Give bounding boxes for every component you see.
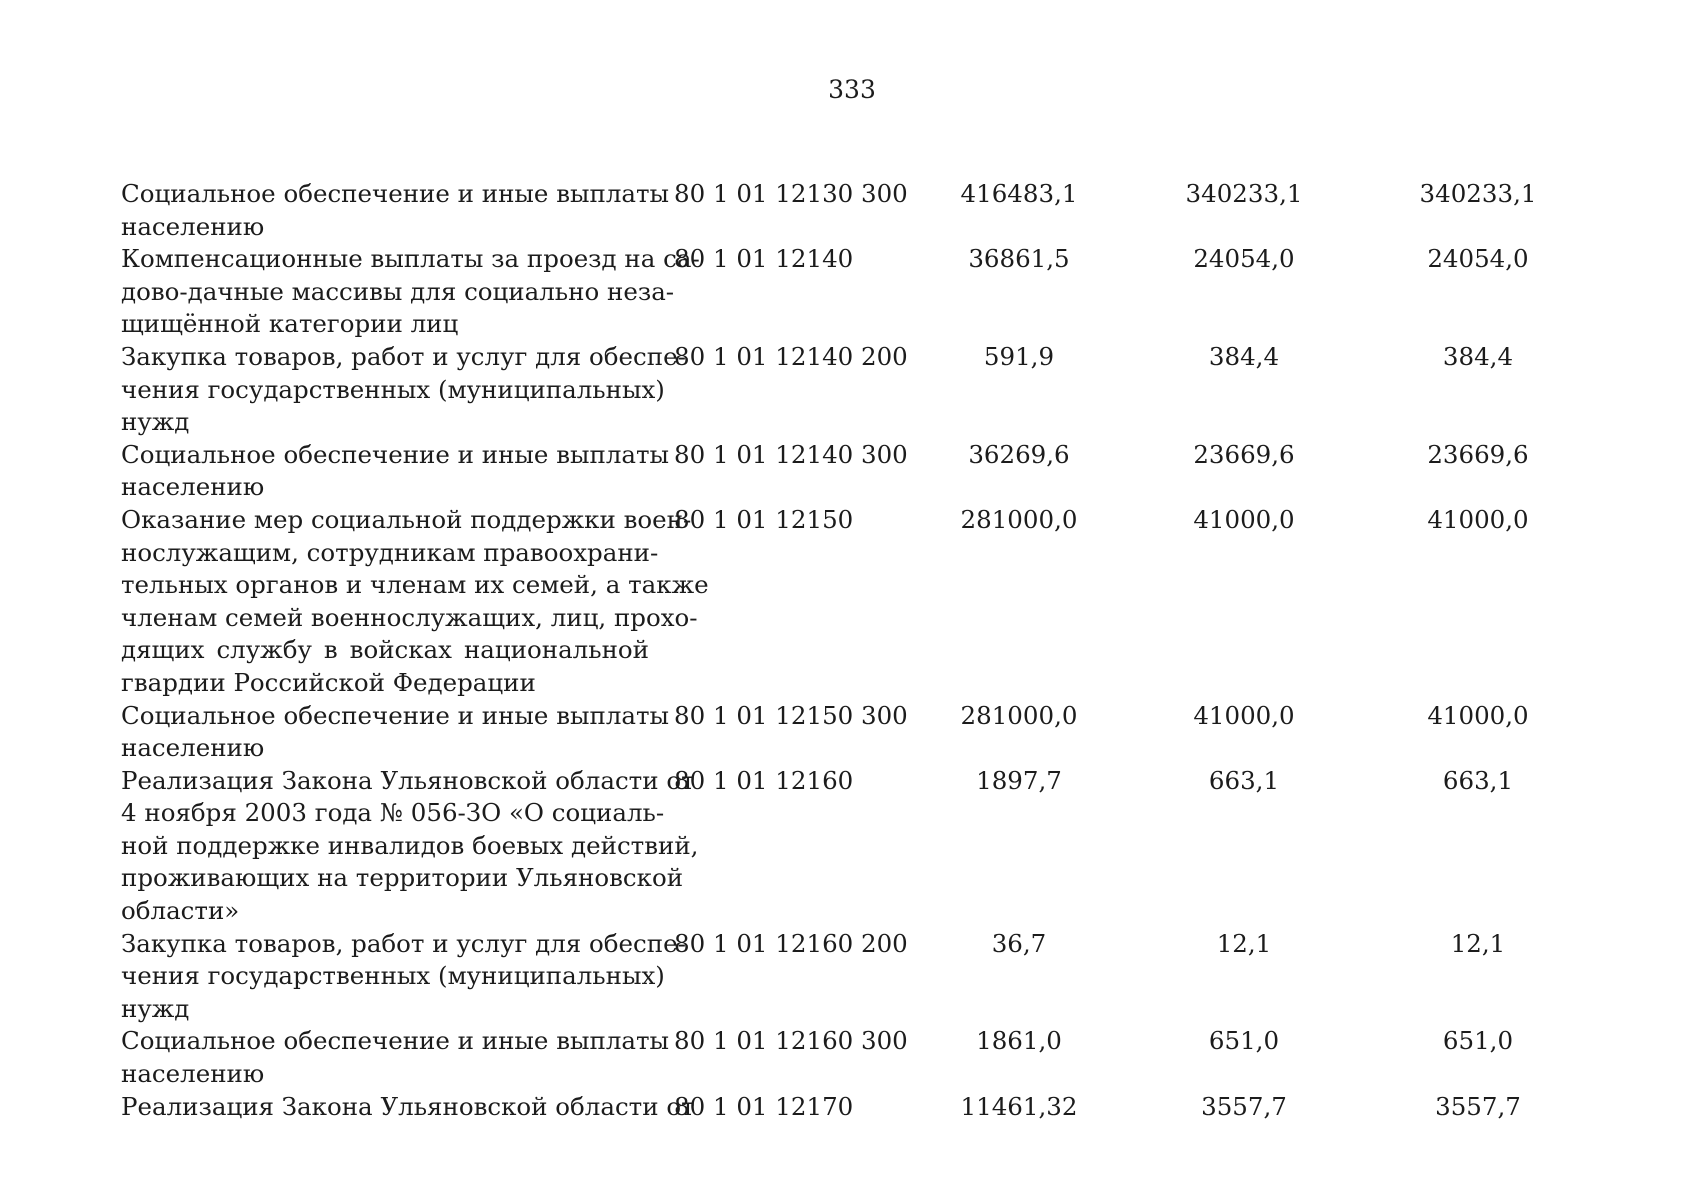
description-line: щищённой категории лиц [121, 309, 459, 339]
description-line: чения государственных (муниципальных) [121, 961, 665, 991]
description-line: Социальное обеспечение и иные выплаты [121, 700, 670, 730]
row-description [121, 700, 670, 765]
description-line: населению [121, 1059, 265, 1089]
amount-year-3: 3557,7 [1435, 1091, 1521, 1121]
row-description [121, 439, 670, 504]
target-article-code: 80 1 01 12170 [674, 1091, 854, 1121]
description-line: проживающих на территории Ульяновской [121, 863, 684, 893]
target-article-code: 80 1 01 12160 [674, 765, 854, 795]
table-row [121, 1025, 1561, 1090]
description-line: населению [121, 211, 265, 241]
expense-type-code: 200 [861, 928, 908, 958]
amount-year-2: 41000,0 [1193, 700, 1295, 730]
table-row [121, 504, 1561, 700]
description-line: Реализация Закона Ульяновской области от [121, 1091, 695, 1121]
table-row [121, 439, 1561, 504]
expense-type-code: 200 [861, 341, 908, 371]
amount-year-3: 12,1 [1450, 928, 1506, 958]
table-row [121, 178, 1561, 243]
description-line: Социальное обеспечение и иные выплаты [121, 1026, 670, 1056]
description-line: 4 ноября 2003 года № 056-ЗО «О социаль- [121, 798, 665, 828]
amount-year-3: 24054,0 [1427, 244, 1529, 274]
row-description [121, 504, 709, 700]
amount-year-3: 340233,1 [1419, 179, 1537, 208]
amount-year-2: 12,1 [1216, 928, 1272, 958]
amount-year-3: 663,1 [1442, 765, 1514, 795]
description-line: гвардии Российской Федерации [121, 667, 536, 697]
amount-year-3: 384,4 [1442, 341, 1514, 371]
amount-year-3: 41000,0 [1427, 700, 1529, 730]
amount-year-1: 281000,0 [960, 504, 1078, 534]
description-line: тельных органов и членам их семей, а также [121, 570, 709, 600]
amount-year-3: 41000,0 [1427, 504, 1529, 534]
description-line: населению [121, 472, 265, 502]
amount-year-1: 1861,0 [976, 1026, 1062, 1056]
target-article-code: 80 1 01 12140 [674, 244, 854, 274]
description-line: Реализация Закона Ульяновской области от [121, 765, 695, 795]
description-line: Закупка товаров, работ и услуг для обеспе- [121, 341, 686, 371]
description-line: Компенсационные выплаты за проезд на са- [121, 244, 700, 274]
description-line: Закупка товаров, работ и услуг для обеспе- [121, 928, 686, 958]
row-description [121, 1091, 695, 1124]
target-article-code: 80 1 01 12150 [674, 700, 854, 730]
table-row [121, 341, 1561, 439]
row-description [121, 178, 670, 243]
amount-year-1: 416483,1 [960, 179, 1078, 208]
description-line: нужд [121, 407, 190, 437]
description-line: ной поддержке инвалидов боевых действий, [121, 830, 699, 860]
amount-year-2: 24054,0 [1193, 244, 1295, 274]
expense-type-code: 300 [861, 1026, 908, 1056]
description-line: дово-дачные массивы для социально неза- [121, 276, 675, 306]
row-description [121, 765, 699, 928]
table-row [121, 700, 1561, 765]
amount-year-1: 11461,32 [960, 1091, 1078, 1121]
description-line: чения государственных (муниципальных) [121, 374, 665, 404]
amount-year-2: 23669,6 [1193, 439, 1295, 469]
description-line: нужд [121, 993, 190, 1023]
table-row [121, 928, 1561, 1026]
amount-year-2: 651,0 [1208, 1026, 1280, 1056]
expense-type-code: 300 [861, 179, 908, 208]
row-description [121, 243, 700, 341]
description-line: нослужащим, сотрудникам правоохрани- [121, 537, 659, 567]
amount-year-1: 36861,5 [968, 244, 1070, 274]
amount-year-3: 23669,6 [1427, 439, 1529, 469]
amount-year-1: 36269,6 [968, 439, 1070, 469]
target-article-code: 80 1 01 12150 [674, 504, 854, 534]
table-row [121, 1091, 1561, 1124]
table-row [121, 765, 1561, 928]
target-article-code: 80 1 01 12140 [674, 341, 854, 371]
expense-type-code: 300 [861, 700, 908, 730]
target-article-code: 80 1 01 12130 [674, 179, 854, 208]
amount-year-2: 663,1 [1208, 765, 1280, 795]
amount-year-2: 340233,1 [1185, 179, 1303, 208]
description-line: дящих службу в войсках национальной [121, 635, 649, 665]
budget-table [121, 178, 1561, 1123]
description-line: членам семей военнослужащих, лиц, прохо- [121, 602, 698, 632]
amount-year-1: 591,9 [983, 341, 1055, 371]
row-description [121, 928, 686, 1026]
table-row [121, 243, 1561, 341]
description-line: Оказание мер социальной поддержки воен- [121, 504, 692, 534]
row-description [121, 341, 686, 439]
amount-year-1: 281000,0 [960, 700, 1078, 730]
amount-year-2: 3557,7 [1201, 1091, 1287, 1121]
description-line: населению [121, 733, 265, 763]
amount-year-2: 384,4 [1208, 341, 1280, 371]
amount-year-1: 1897,7 [976, 765, 1062, 795]
amount-year-3: 651,0 [1442, 1026, 1514, 1056]
target-article-code: 80 1 01 12140 [674, 439, 854, 469]
description-line: области» [121, 896, 240, 926]
expense-type-code: 300 [861, 439, 908, 469]
target-article-code: 80 1 01 12160 [674, 928, 854, 958]
description-line: Социальное обеспечение и иные выплаты [121, 179, 670, 208]
description-line: Социальное обеспечение и иные выплаты [121, 439, 670, 469]
target-article-code: 80 1 01 12160 [674, 1026, 854, 1056]
row-description [121, 1025, 670, 1090]
page-number: 333 [828, 75, 876, 104]
amount-year-2: 41000,0 [1193, 504, 1295, 534]
amount-year-1: 36,7 [991, 928, 1047, 958]
